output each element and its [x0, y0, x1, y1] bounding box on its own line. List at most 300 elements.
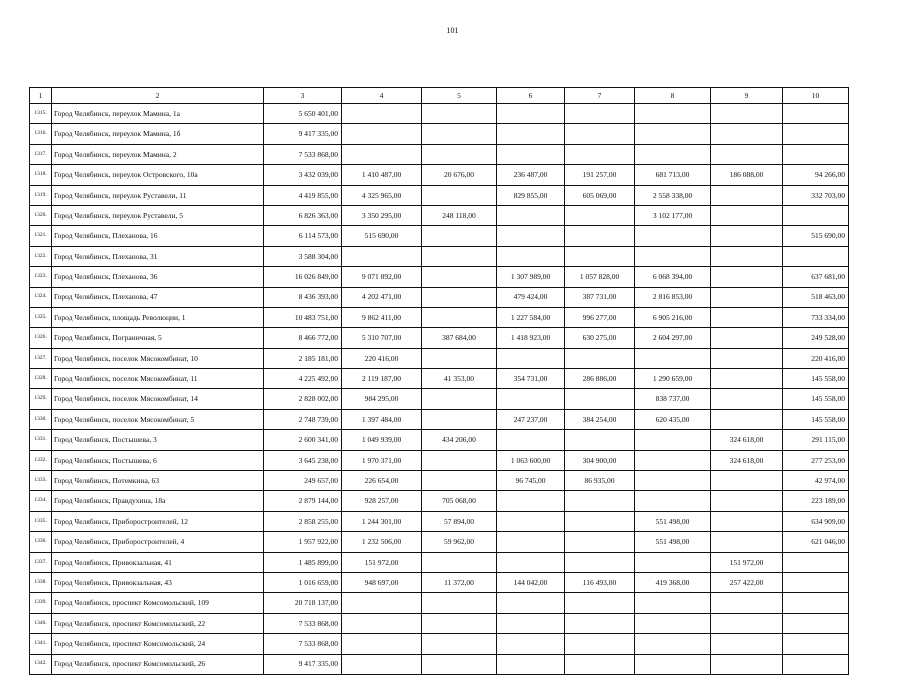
cell-row-number: 1338.: [30, 572, 52, 592]
cell-col-7: [565, 104, 635, 124]
cell-col-6: [497, 430, 565, 450]
cell-col-9: [711, 205, 783, 225]
cell-col-9: 324 618,00: [711, 430, 783, 450]
cell-row-number: 1317.: [30, 144, 52, 164]
cell-address: Город Челябинск, поселок Мясокомбинат, 11: [52, 369, 264, 389]
cell-col-4: 948 697,00: [342, 572, 422, 592]
column-header-8: 8: [635, 88, 711, 104]
cell-col-5: [422, 409, 497, 429]
cell-col-8: [635, 124, 711, 144]
cell-col-7: 384 254,00: [565, 409, 635, 429]
cell-row-number: 1340.: [30, 613, 52, 633]
cell-col-5: [422, 144, 497, 164]
cell-col-9: [711, 491, 783, 511]
page-number: 101: [446, 26, 459, 35]
cell-row-number: 1319.: [30, 185, 52, 205]
cell-col-5: [422, 634, 497, 654]
cell-address: Город Челябинск, поселок Мясокомбинат, 10: [52, 348, 264, 368]
cell-col-10: [783, 634, 849, 654]
cell-total-cost: 4 419 855,00: [264, 185, 342, 205]
table-row: [30, 634, 849, 654]
table-row: [30, 226, 849, 246]
cell-col-6: [497, 226, 565, 246]
table-row: [30, 369, 849, 389]
cell-col-10: 515 690,00: [783, 226, 849, 246]
cell-col-10: 220 416,00: [783, 348, 849, 368]
cell-total-cost: 2 879 144,00: [264, 491, 342, 511]
cell-col-7: 996 277,00: [565, 307, 635, 327]
cell-col-9: [711, 287, 783, 307]
table-row: [30, 307, 849, 327]
cell-row-number: 1337.: [30, 552, 52, 572]
cell-row-number: 1321.: [30, 226, 52, 246]
cell-col-4: 5 310 707,00: [342, 328, 422, 348]
cell-col-8: [635, 593, 711, 613]
cell-col-10: 277 253,00: [783, 450, 849, 470]
table-row: [30, 287, 849, 307]
cell-row-number: 1335.: [30, 511, 52, 531]
table-row: [30, 491, 849, 511]
table-row: [30, 511, 849, 531]
column-header-6: 6: [497, 88, 565, 104]
cell-col-10: 733 334,00: [783, 307, 849, 327]
cell-total-cost: 7 533 868,00: [264, 613, 342, 633]
cell-row-number: 1330.: [30, 409, 52, 429]
table-row: [30, 654, 849, 674]
cell-address: Город Челябинск, Плеханова, 31: [52, 246, 264, 266]
cell-row-number: 1315.: [30, 104, 52, 124]
cell-total-cost: 9 417 335,00: [264, 124, 342, 144]
cell-col-7: [565, 144, 635, 164]
cell-col-7: 286 886,00: [565, 369, 635, 389]
cell-col-7: 630 275,00: [565, 328, 635, 348]
cell-col-6: 236 487,00: [497, 165, 565, 185]
cell-col-4: 1 410 487,00: [342, 165, 422, 185]
cell-col-5: [422, 124, 497, 144]
cell-col-7: [565, 430, 635, 450]
cell-col-5: [422, 471, 497, 491]
cell-row-number: 1326.: [30, 328, 52, 348]
column-header-4: 4: [342, 88, 422, 104]
cell-total-cost: 8 466 772,00: [264, 328, 342, 348]
cell-total-cost: 3 588 304,00: [264, 246, 342, 266]
cell-col-4: [342, 634, 422, 654]
cell-col-6: [497, 389, 565, 409]
table-row: [30, 144, 849, 164]
cell-col-8: 419 368,00: [635, 572, 711, 592]
cell-row-number: 1318.: [30, 165, 52, 185]
cell-col-8: [635, 450, 711, 470]
cell-col-6: [497, 511, 565, 531]
cell-col-7: [565, 389, 635, 409]
cell-row-number: 1327.: [30, 348, 52, 368]
cell-col-6: 354 731,00: [497, 369, 565, 389]
cell-col-10: 332 703,00: [783, 185, 849, 205]
cell-row-number: 1325.: [30, 307, 52, 327]
cell-col-8: 551 498,00: [635, 532, 711, 552]
table-row: [30, 532, 849, 552]
cell-col-8: [635, 654, 711, 674]
cell-col-7: [565, 124, 635, 144]
table-row: [30, 185, 849, 205]
cell-address: Город Челябинск, переулок Мамина, 2: [52, 144, 264, 164]
cell-row-number: 1320.: [30, 205, 52, 225]
cell-col-7: [565, 613, 635, 633]
cell-col-5: 59 962,00: [422, 532, 497, 552]
cell-col-9: 186 088,00: [711, 165, 783, 185]
cell-address: Город Челябинск, Плеханова, 16: [52, 226, 264, 246]
cell-col-4: [342, 654, 422, 674]
cell-address: Город Челябинск, переулок Руставели, 11: [52, 185, 264, 205]
column-header-5: 5: [422, 88, 497, 104]
cell-col-7: [565, 552, 635, 572]
cell-col-10: 634 909,00: [783, 511, 849, 531]
table-row: [30, 471, 849, 491]
cell-row-number: 1332.: [30, 450, 52, 470]
cell-row-number: 1334.: [30, 491, 52, 511]
cell-col-10: 145 558,00: [783, 369, 849, 389]
cell-address: Город Челябинск, проспект Комсомольский, 24: [52, 634, 264, 654]
cell-row-number: 1336.: [30, 532, 52, 552]
cell-col-7: [565, 532, 635, 552]
cell-col-4: 151 972,00: [342, 552, 422, 572]
cell-col-10: 145 558,00: [783, 409, 849, 429]
column-header-2: 2: [52, 88, 264, 104]
cell-col-4: 1 970 371,00: [342, 450, 422, 470]
cell-col-10: 94 266,00: [783, 165, 849, 185]
cell-col-10: 637 681,00: [783, 267, 849, 287]
cell-col-9: [711, 634, 783, 654]
cell-col-5: [422, 246, 497, 266]
cell-col-8: 6 905 216,00: [635, 307, 711, 327]
cell-col-10: 42 974,00: [783, 471, 849, 491]
cell-total-cost: 5 650 401,00: [264, 104, 342, 124]
cell-total-cost: 6 114 573,00: [264, 226, 342, 246]
cell-col-5: [422, 348, 497, 368]
cell-total-cost: 7 533 868,00: [264, 634, 342, 654]
cell-row-number: 1341.: [30, 634, 52, 654]
cell-col-8: [635, 246, 711, 266]
cell-col-8: [635, 613, 711, 633]
cell-total-cost: 16 026 849,00: [264, 267, 342, 287]
register-table: [29, 87, 849, 675]
cell-col-6: [497, 104, 565, 124]
cell-col-4: [342, 613, 422, 633]
cell-col-5: [422, 552, 497, 572]
cell-col-10: 249 528,00: [783, 328, 849, 348]
cell-col-10: [783, 572, 849, 592]
cell-total-cost: 20 718 137,00: [264, 593, 342, 613]
cell-total-cost: 2 828 002,00: [264, 389, 342, 409]
cell-col-4: 1 244 301,00: [342, 511, 422, 531]
cell-col-9: [711, 532, 783, 552]
table-row: [30, 124, 849, 144]
cell-col-10: [783, 654, 849, 674]
cell-address: Город Челябинск, площадь Революции, 1: [52, 307, 264, 327]
cell-col-7: [565, 654, 635, 674]
cell-col-9: [711, 348, 783, 368]
cell-row-number: 1324.: [30, 287, 52, 307]
table-row: [30, 389, 849, 409]
cell-total-cost: 1 485 899,00: [264, 552, 342, 572]
cell-col-7: [565, 226, 635, 246]
cell-col-6: 1 063 600,00: [497, 450, 565, 470]
table-row: [30, 328, 849, 348]
cell-col-8: [635, 634, 711, 654]
cell-total-cost: 9 417 335,00: [264, 654, 342, 674]
cell-col-10: [783, 104, 849, 124]
table-row: [30, 409, 849, 429]
cell-col-9: [711, 307, 783, 327]
cell-col-6: 96 745,00: [497, 471, 565, 491]
cell-col-8: 1 290 659,00: [635, 369, 711, 389]
cell-col-4: 226 654,00: [342, 471, 422, 491]
cell-col-5: [422, 287, 497, 307]
cell-col-6: [497, 205, 565, 225]
cell-col-7: [565, 593, 635, 613]
cell-col-9: [711, 124, 783, 144]
cell-col-6: [497, 654, 565, 674]
cell-col-4: 2 119 187,00: [342, 369, 422, 389]
cell-col-5: 434 206,00: [422, 430, 497, 450]
cell-address: Город Челябинск, переулок Руставели, 5: [52, 205, 264, 225]
cell-col-5: [422, 185, 497, 205]
cell-col-6: 144 042,00: [497, 572, 565, 592]
cell-col-10: 621 046,00: [783, 532, 849, 552]
cell-col-10: 518 463,00: [783, 287, 849, 307]
cell-col-6: [497, 491, 565, 511]
cell-address: Город Челябинск, Плеханова, 47: [52, 287, 264, 307]
cell-col-10: [783, 593, 849, 613]
cell-col-6: [497, 552, 565, 572]
cell-col-6: 479 424,00: [497, 287, 565, 307]
cell-col-9: [711, 144, 783, 164]
cell-col-8: [635, 491, 711, 511]
column-header-9: 9: [711, 88, 783, 104]
cell-col-7: [565, 634, 635, 654]
cell-address: Город Челябинск, Привокзальная, 43: [52, 572, 264, 592]
cell-col-4: 9 862 411,00: [342, 307, 422, 327]
cell-col-7: 116 493,00: [565, 572, 635, 592]
cell-row-number: 1316.: [30, 124, 52, 144]
cell-col-6: 1 227 584,00: [497, 307, 565, 327]
cell-col-4: [342, 593, 422, 613]
cell-row-number: 1339.: [30, 593, 52, 613]
cell-col-4: 1 232 506,00: [342, 532, 422, 552]
cell-col-7: 191 257,00: [565, 165, 635, 185]
cell-col-5: [422, 267, 497, 287]
cell-col-9: [711, 613, 783, 633]
cell-col-8: [635, 552, 711, 572]
cell-total-cost: 7 533 868,00: [264, 144, 342, 164]
cell-col-8: [635, 104, 711, 124]
column-header-1: 1: [30, 88, 52, 104]
cell-col-8: 2 604 297,00: [635, 328, 711, 348]
cell-col-8: 6 068 394,00: [635, 267, 711, 287]
cell-col-8: [635, 226, 711, 246]
cell-col-7: [565, 205, 635, 225]
column-header-3: 3: [264, 88, 342, 104]
cell-address: Город Челябинск, Правдухина, 18а: [52, 491, 264, 511]
cell-col-10: [783, 613, 849, 633]
cell-col-5: [422, 613, 497, 633]
table-row: [30, 593, 849, 613]
cell-col-6: 829 855,00: [497, 185, 565, 205]
cell-col-9: [711, 267, 783, 287]
cell-address: Город Челябинск, Потемкина, 63: [52, 471, 264, 491]
cell-address: Город Челябинск, Постышева, 6: [52, 450, 264, 470]
cell-col-8: [635, 348, 711, 368]
cell-address: Город Челябинск, Приборостроителей, 4: [52, 532, 264, 552]
cell-col-10: 145 558,00: [783, 389, 849, 409]
cell-col-7: 86 935,00: [565, 471, 635, 491]
table-row: [30, 613, 849, 633]
cell-col-9: 324 618,00: [711, 450, 783, 470]
table-row: [30, 572, 849, 592]
cell-col-5: [422, 450, 497, 470]
cell-col-5: [422, 654, 497, 674]
cell-col-6: 247 237,00: [497, 409, 565, 429]
cell-total-cost: 2 858 255,00: [264, 511, 342, 531]
cell-col-8: 3 102 177,00: [635, 205, 711, 225]
cell-total-cost: 10 483 751,00: [264, 307, 342, 327]
cell-col-9: [711, 104, 783, 124]
cell-address: Город Челябинск, Постышева, 3: [52, 430, 264, 450]
cell-col-4: [342, 144, 422, 164]
column-header-10: 10: [783, 88, 849, 104]
cell-address: Город Челябинск, поселок Мясокомбинат, 14: [52, 389, 264, 409]
cell-total-cost: 2 185 181,00: [264, 348, 342, 368]
cell-col-10: [783, 246, 849, 266]
cell-col-8: 551 498,00: [635, 511, 711, 531]
cell-col-4: 1 049 939,00: [342, 430, 422, 450]
cell-col-5: 387 684,00: [422, 328, 497, 348]
cell-row-number: 1333.: [30, 471, 52, 491]
cell-row-number: 1329.: [30, 389, 52, 409]
cell-col-7: 1 057 828,00: [565, 267, 635, 287]
cell-col-9: [711, 511, 783, 531]
cell-col-5: [422, 307, 497, 327]
cell-col-9: [711, 471, 783, 491]
cell-row-number: 1342.: [30, 654, 52, 674]
cell-col-5: 57 894,00: [422, 511, 497, 531]
cell-col-9: [711, 246, 783, 266]
cell-address: Город Челябинск, переулок Мамина, 1а: [52, 104, 264, 124]
cell-address: Город Челябинск, Приборостроителей, 12: [52, 511, 264, 531]
cell-total-cost: 3 645 238,00: [264, 450, 342, 470]
cell-address: Город Челябинск, Пограничная, 5: [52, 328, 264, 348]
cell-col-10: [783, 205, 849, 225]
cell-col-5: [422, 226, 497, 246]
cell-col-9: [711, 654, 783, 674]
cell-col-6: 1 418 923,00: [497, 328, 565, 348]
cell-col-4: 928 257,00: [342, 491, 422, 511]
cell-col-6: [497, 144, 565, 164]
cell-col-9: [711, 185, 783, 205]
cell-col-5: [422, 593, 497, 613]
table-row: [30, 205, 849, 225]
cell-col-4: [342, 104, 422, 124]
cell-col-6: [497, 124, 565, 144]
table-row: [30, 450, 849, 470]
cell-col-9: 151 972,00: [711, 552, 783, 572]
cell-col-6: [497, 634, 565, 654]
cell-col-10: 223 189,00: [783, 491, 849, 511]
cell-col-8: 620 435,00: [635, 409, 711, 429]
cell-col-4: 1 397 484,00: [342, 409, 422, 429]
cell-total-cost: 8 436 393,00: [264, 287, 342, 307]
cell-col-8: 681 713,00: [635, 165, 711, 185]
cell-total-cost: 2 748 739,00: [264, 409, 342, 429]
cell-col-7: 387 731,00: [565, 287, 635, 307]
cell-col-8: [635, 430, 711, 450]
cell-col-7: [565, 511, 635, 531]
cell-col-5: 705 068,00: [422, 491, 497, 511]
table-row: [30, 552, 849, 572]
cell-total-cost: 4 225 492,00: [264, 369, 342, 389]
cell-col-9: [711, 328, 783, 348]
cell-col-8: [635, 471, 711, 491]
cell-total-cost: 3 432 039,00: [264, 165, 342, 185]
cell-col-5: [422, 389, 497, 409]
table-row: [30, 267, 849, 287]
cell-total-cost: 1 957 922,00: [264, 532, 342, 552]
cell-col-8: [635, 144, 711, 164]
cell-col-10: [783, 124, 849, 144]
cell-col-6: [497, 593, 565, 613]
cell-total-cost: 6 826 363,00: [264, 205, 342, 225]
cell-col-9: [711, 389, 783, 409]
table-row: [30, 165, 849, 185]
cell-row-number: 1323.: [30, 267, 52, 287]
table-row: [30, 104, 849, 124]
cell-col-10: [783, 144, 849, 164]
cell-col-6: [497, 532, 565, 552]
cell-col-10: [783, 552, 849, 572]
cell-col-10: 291 115,00: [783, 430, 849, 450]
cell-address: Город Челябинск, проспект Комсомольский, 26: [52, 654, 264, 674]
cell-total-cost: 249 657,00: [264, 471, 342, 491]
cell-row-number: 1322.: [30, 246, 52, 266]
cell-col-7: [565, 491, 635, 511]
cell-col-5: 11 372,00: [422, 572, 497, 592]
column-header-7: 7: [565, 88, 635, 104]
cell-col-8: 838 737,00: [635, 389, 711, 409]
cell-total-cost: 2 600 341,00: [264, 430, 342, 450]
cell-col-5: 20 676,00: [422, 165, 497, 185]
cell-col-9: [711, 593, 783, 613]
cell-col-6: [497, 613, 565, 633]
cell-col-9: [711, 409, 783, 429]
cell-col-9: [711, 369, 783, 389]
cell-address: Город Челябинск, проспект Комсомольский, 22: [52, 613, 264, 633]
table-row: [30, 348, 849, 368]
cell-col-6: 1 307 989,00: [497, 267, 565, 287]
table-header-row: [30, 88, 849, 104]
cell-col-8: 2 558 338,00: [635, 185, 711, 205]
cell-col-4: 4 325 965,00: [342, 185, 422, 205]
cell-col-6: [497, 246, 565, 266]
cell-col-5: 41 353,00: [422, 369, 497, 389]
cell-col-9: [711, 226, 783, 246]
cell-col-9: 257 422,00: [711, 572, 783, 592]
cell-col-4: [342, 124, 422, 144]
table-row: [30, 430, 849, 450]
cell-address: Город Челябинск, поселок Мясокомбинат, 5: [52, 409, 264, 429]
cell-address: Город Челябинск, Плеханова, 36: [52, 267, 264, 287]
cell-col-6: [497, 348, 565, 368]
cell-address: Город Челябинск, переулок Мамина, 1б: [52, 124, 264, 144]
